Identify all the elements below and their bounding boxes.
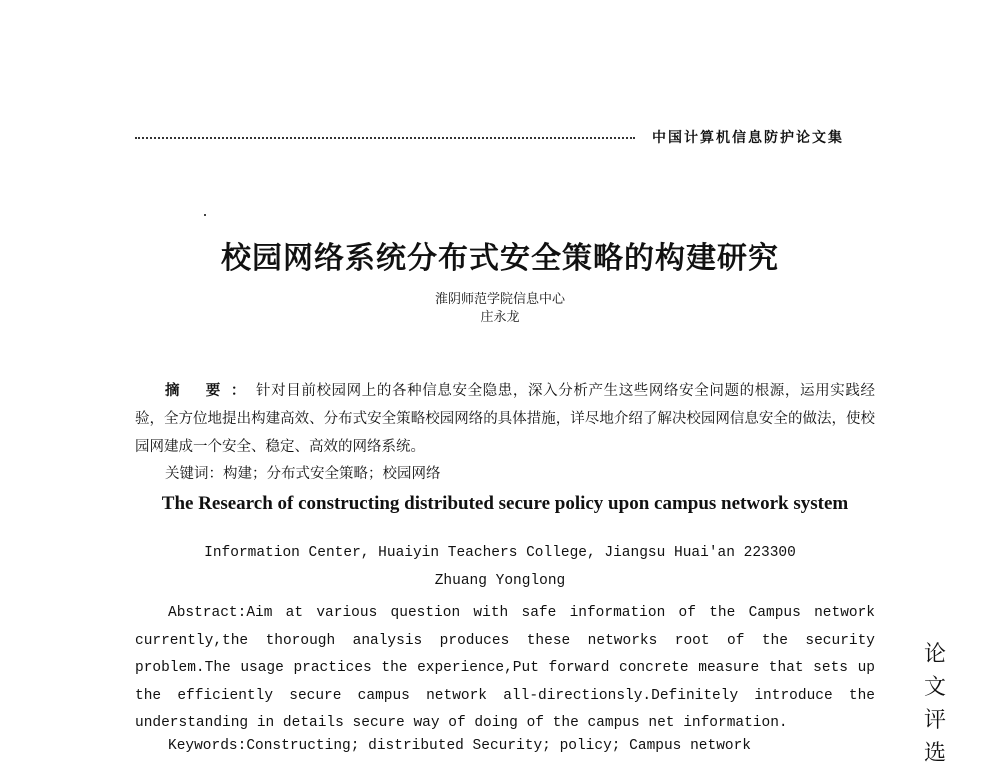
abstract-cn: [135, 377, 875, 461]
paper-title-en: The Research of constructing distributed secure policy upon campus network system: [161, 493, 849, 514]
side-label-char: 论: [923, 642, 946, 667]
affiliation-cn: 淮阴师范学院信息中心: [434, 292, 565, 307]
section-side-label: [920, 638, 950, 770]
paper-title-cn: 校园网络系统分布式安全策略的构建研究: [221, 241, 779, 276]
author-cn: 庄永龙: [480, 310, 520, 325]
scan-speck: [204, 214, 206, 216]
author-en: Zhuang Yonglong: [434, 573, 566, 589]
abstract-en: Abstract:Aim at various question with safe information of the Campus network currently,the thorough analysis produces these networks root of the security problem.The usage practices the experience,Put forward concrete measure that sets up the efficiently secure campus network all-directionsly.Definitely introduce the understanding in details secure way of doing of the campus net information.: [135, 605, 875, 731]
side-label-char: 文: [923, 675, 946, 700]
side-label-char: 评: [923, 708, 946, 733]
journal-title: 中国计算机信息防护论文集: [652, 130, 844, 146]
keywords-en: Keywords:Constructing; distributed Security; policy; Campus network: [168, 738, 751, 754]
header-rule: [135, 137, 635, 139]
side-label-char: 选: [923, 741, 946, 766]
keywords-cn: 关键词：构建；分布式安全策略；校园网络: [165, 466, 441, 482]
abstract-label-cn: 摘 要：: [165, 382, 256, 399]
abstract-body-cn: 针对目前校园网上的各种信息安全隐患，深入分析产生这些网络安全问题的根源，运用实践经验，全方位地提出构建高效、分布式安全策略校园网络的具体措施，详尽地介绍了解决校园网信息安全的做法，使校园网建成一个安全、稳定、高效的网络系统。: [135, 383, 875, 455]
affiliation-en: Information Center, Huaiyin Teachers College, Jiangsu Huai'an 223300: [204, 545, 796, 561]
